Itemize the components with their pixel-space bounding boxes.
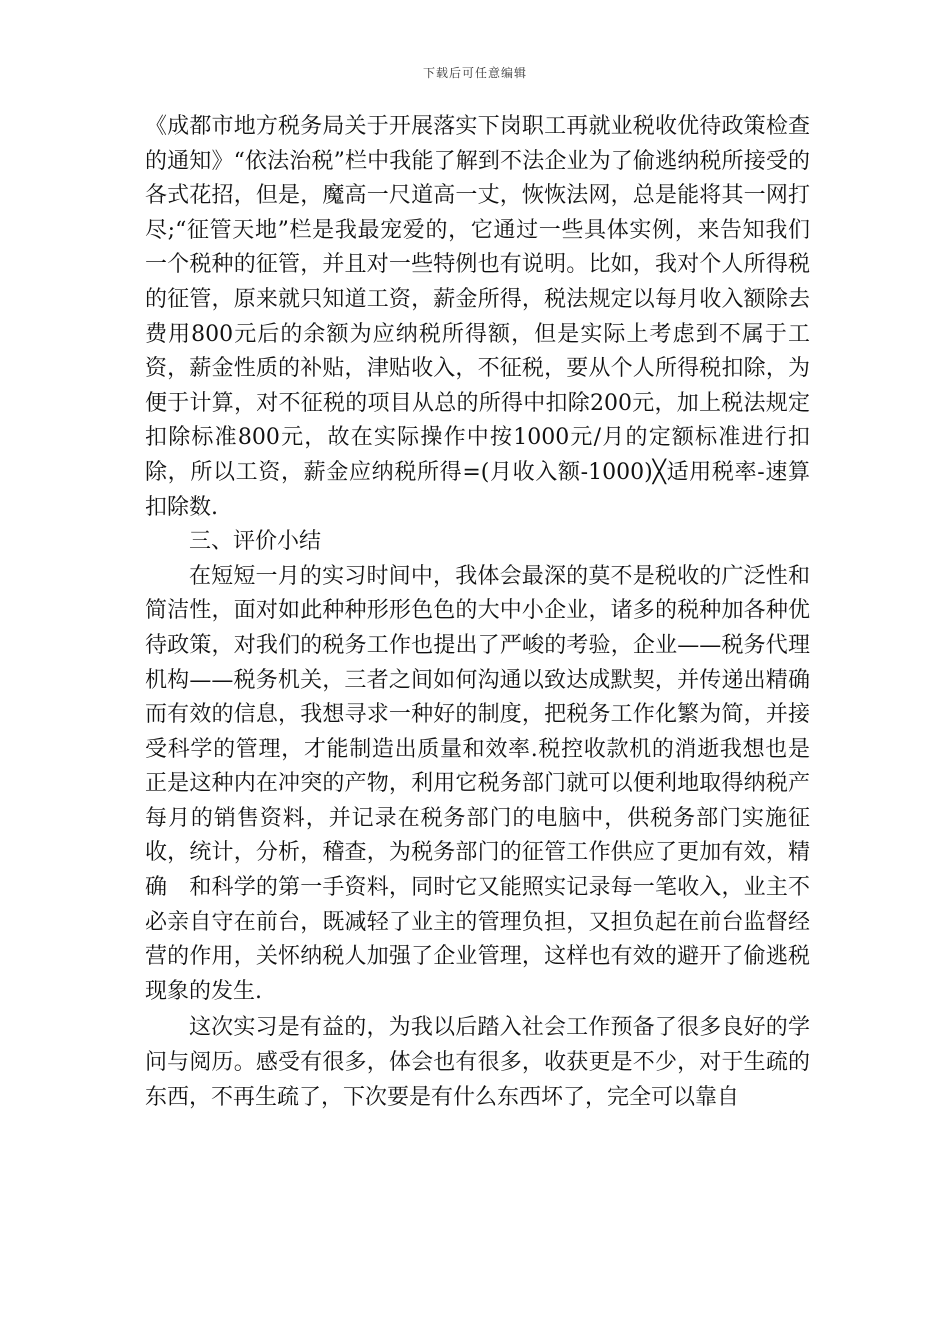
paragraph-2: 在短短一月的实习时间中，我体会最深的莫不是税收的广泛性和简洁性，面对如此种种形形色色的大中小企业，诸多的税种加各种优待政策，对我们的税务工作也提出了严峻的考验，企业——税务代理机构——税务机关，三者之间如何沟通以致达成默契，并传递出精确 而有效的信息，我想寻求一种好的制度，把税务工作化繁为简，并接受科学的管理，才能制造出质量和效率.税控收款机的消逝我想也是正是这种内在冲突的产物，利用它税务部门就可以便利地取得纳税产每月的销售资料，并记录在税务部门的电脑中，供税务部门实施征收，统计，分析，稽查，为税务部门的征管工作供应了更加有效，精确 和科学的第一手资料，同时它又能照实记录每一笔收入，业主不必亲自守在前台，既减轻了业主的管理负担，又担负起在前台监督经营的作用，关怀纳税人加强了企业管理，这样也有效的避开了偷逃税现象的发生. <box>145 563 833 1004</box>
section-heading: 三、评价小结 <box>189 529 322 555</box>
page-header: 下载后可任意编辑 <box>422 66 527 80</box>
document-body <box>145 110 833 1115</box>
paragraph-1: 《成都市地方税务局关于开展落实下岗职工再就业税收优待政策检查的通知》“依法治税”栏中我能了解到不法企业为了偷逃纳税所接受的各式花招，但是，魔高一尺道高一丈，恢恢法网，总是能将其一网打尽;“征管天地”栏是我最宠爱的，它通过一些具体实例，来告知我们一个税种的征管，并且对一些特例也有说明。比如，我对个人所得税的征管，原来就只知道工资，薪金所得，税法规定以每月收入额除去费用800元后的余额为应纳税所得额，但是实际上考虑到不属于工资，薪金性质的补贴，津贴收入，不征税，要从个人所得税扣除，为便于计算，对不征税的项目从总的所得中扣除200元，加上税法规定扣除标准800元，故在实际操作中按1000元/月的定额标准进行扣除，所以工资，薪金应纳税所得=(月收入额-1000)╳适用税率-速算扣除数. <box>145 114 810 520</box>
paragraph-3: 这次实习是有益的，为我以后踏入社会工作预备了很多良好的学问与阅历。感受有很多，体会也有很多，收获更是不少，对于生疏的东西，不再生疏了，下次要是有什么东西坏了，完全可以靠自 <box>145 1015 810 1110</box>
